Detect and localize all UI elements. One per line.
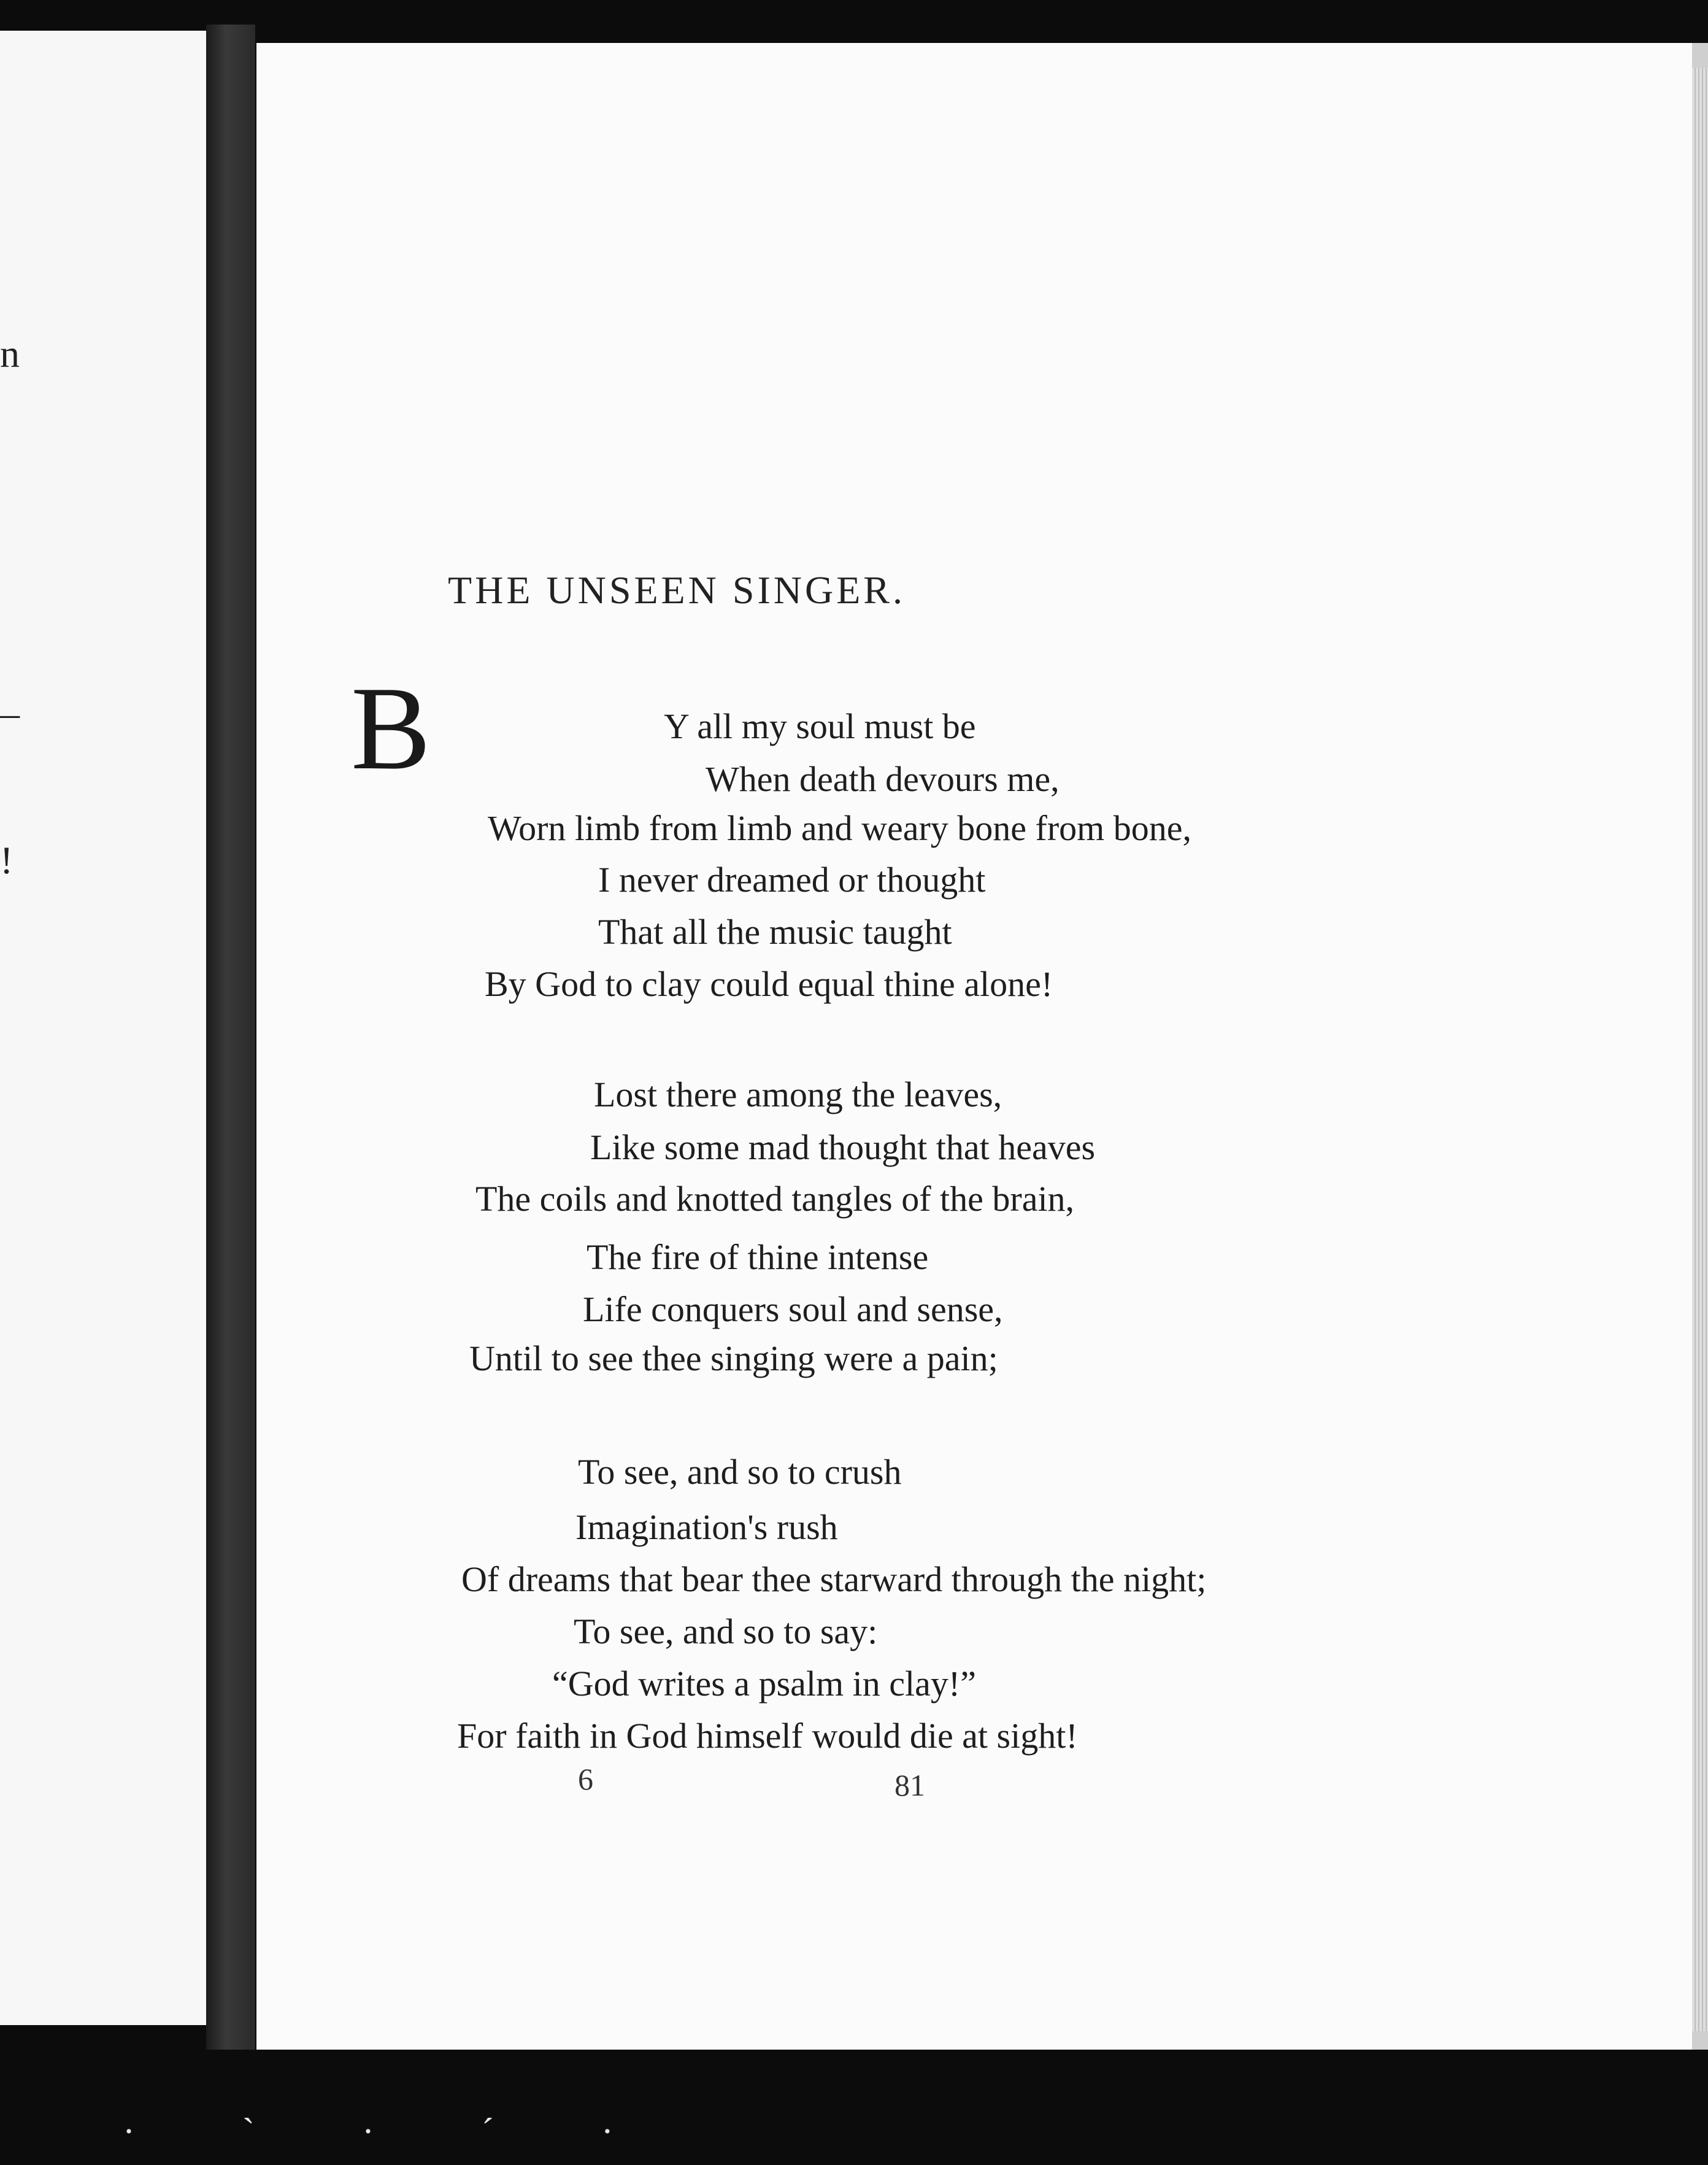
poem-line: The coils and knotted tangles of the brain, [475,1179,1075,1219]
poem-title: THE UNSEEN SINGER. [448,568,906,612]
poem-line: Lost there among the leaves, [594,1075,1002,1114]
page-number: 81 [894,1768,925,1802]
poem-line: To see, and so to say: [574,1611,878,1651]
left-page-edge-mark: – [0,691,20,735]
poem-line: Imagination's rush [575,1507,838,1547]
poem-line: Like some mad thought that heaves [590,1127,1096,1167]
left-page-edge-mark: n [0,332,20,376]
poem-line: Worn limb from limb and weary bone from bone, [488,808,1192,848]
poem-line: To see, and so to crush [578,1452,902,1492]
scan-debris: · ˋ · ˊ · [123,2111,663,2151]
signature-mark: 6 [578,1762,593,1796]
poem-line: For faith in God himself would die at sight! [457,1716,1078,1756]
book-gutter [206,25,255,2050]
poem-line: That all the music taught [598,912,952,952]
poem-line: I never dreamed or thought [598,860,986,900]
poem-line: When death devours me, [706,759,1060,799]
poem-line: Y all my soul must be [664,706,976,746]
left-page-edge-mark: ! [0,838,13,882]
poem-line: Life conquers soul and sense, [583,1289,1003,1329]
poem-line: Of dreams that bear thee starward through the night; [461,1559,1207,1599]
poem-line: By God to clay could equal thine alone! [485,964,1053,1004]
page-edge [1692,68,1708,2031]
poem-line: The fire of thine intense [587,1237,929,1277]
poem-line: “God writes a psalm in clay!” [552,1664,976,1704]
drop-cap: B [351,662,431,795]
poem-line: Until to see thee singing were a pain; [469,1338,998,1378]
